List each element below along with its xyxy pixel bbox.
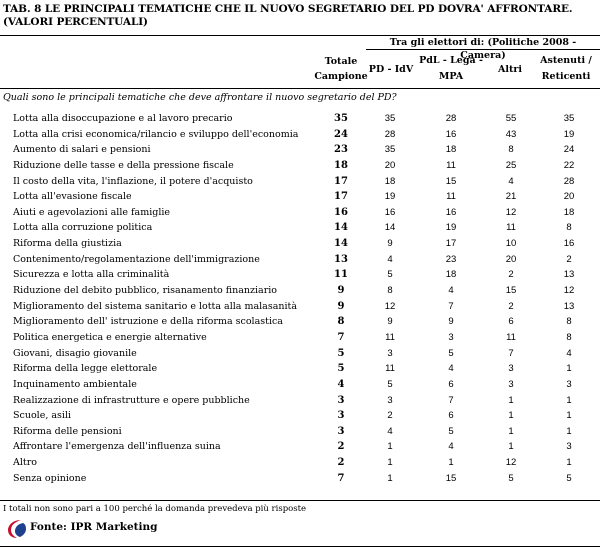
- row-value: 35: [563, 113, 575, 124]
- row-value: 3: [387, 347, 393, 359]
- row-label: Contenimento/regolamentazione dell'immigrazione: [13, 253, 260, 265]
- table-row: [0, 361, 600, 377]
- table-row: [0, 283, 600, 299]
- row-label: Lotta alla corruzione politica: [13, 222, 153, 234]
- column-header-line2: Reticenti: [541, 71, 591, 82]
- row-value: 2: [566, 253, 572, 265]
- row-value: 12: [505, 206, 517, 218]
- column-header-total-line2: Campione: [314, 71, 368, 82]
- row-value: 4: [448, 363, 454, 375]
- row-total: 9: [337, 300, 345, 312]
- row-value: 13: [563, 269, 575, 281]
- row-total: 14: [334, 238, 348, 250]
- row-value: 1: [566, 363, 572, 375]
- row-value: 3: [566, 441, 572, 453]
- row-label: Altro: [13, 457, 37, 469]
- row-value: 24: [563, 144, 575, 156]
- column-header-line2: MPA: [438, 71, 464, 82]
- row-value: 1: [566, 394, 572, 406]
- ipr-marketing-logo-icon: [7, 518, 27, 540]
- row-value: 1: [566, 410, 572, 422]
- column-header-line1: Astenuti /: [540, 55, 592, 66]
- row-value: 18: [445, 269, 457, 281]
- row-value: 12: [505, 457, 517, 469]
- row-total: 3: [337, 425, 345, 437]
- row-value: 14: [384, 222, 396, 234]
- table-row: [0, 424, 600, 440]
- row-label: Il costo della vita, l'inflazione, il potere d'acquisto: [13, 175, 253, 187]
- row-value: 4: [387, 253, 393, 265]
- row-value: 12: [563, 285, 575, 297]
- header-rule: [0, 88, 600, 89]
- row-total: 7: [337, 331, 345, 343]
- row-value: 2: [508, 300, 514, 312]
- table-row: [0, 314, 600, 330]
- row-value: 1: [566, 425, 572, 437]
- table-row: [0, 127, 600, 143]
- column-header-altri: [484, 62, 536, 77]
- row-value: 18: [563, 206, 575, 218]
- row-value: 13: [563, 300, 575, 312]
- row-value: 4: [448, 441, 454, 453]
- row-value: 9: [387, 238, 393, 250]
- row-value: 15: [445, 472, 457, 484]
- row-label: Aumento di salari e pensioni: [13, 144, 151, 156]
- row-label: Scuole, asili: [13, 410, 72, 422]
- row-value: 4: [387, 425, 393, 437]
- row-total: 16: [334, 206, 348, 218]
- row-total: 23: [334, 144, 348, 156]
- row-label: Riduzione del debito pubblico, risanamento finanziario: [13, 285, 278, 297]
- row-value: 9: [448, 316, 454, 328]
- row-value: 35: [384, 144, 396, 156]
- row-value: 8: [387, 285, 393, 297]
- row-value: 19: [384, 191, 396, 203]
- table-row: [0, 408, 600, 424]
- voter-group-header: Tra gli elettori di: (Politiche 2008 - Camera): [389, 37, 577, 61]
- row-value: 21: [505, 191, 517, 203]
- row-value: 23: [445, 253, 457, 265]
- row-value: 1: [508, 394, 514, 406]
- row-label: Sicurezza e lotta alla criminalità: [13, 269, 170, 281]
- table-note: I totali non sono pari a 100 perché la domanda prevedeva più risposte: [3, 504, 307, 514]
- table-row: [0, 111, 600, 127]
- row-label: Riforma della giustizia: [13, 238, 122, 250]
- row-label: Giovani, disagio giovanile: [13, 347, 137, 359]
- row-label: Miglioramento del sistema sanitario e lotta alla malasanità: [13, 300, 298, 312]
- row-label: Lotta alla disoccupazione e al lavoro precario: [13, 113, 233, 124]
- row-total: 2: [337, 441, 345, 453]
- final-rule: [0, 546, 600, 547]
- row-value: 19: [445, 222, 457, 234]
- row-total: 5: [337, 363, 345, 375]
- table-row: [0, 174, 600, 190]
- table-row: [0, 236, 600, 252]
- table-row: [0, 189, 600, 205]
- column-header-line1: PdL - Lega -: [419, 55, 483, 66]
- row-value: 7: [448, 394, 454, 406]
- table-row: [0, 252, 600, 268]
- row-value: 12: [384, 300, 396, 312]
- table-row: [0, 346, 600, 362]
- column-header-pd-idv: [360, 62, 422, 77]
- table-row: [0, 439, 600, 455]
- row-value: 5: [387, 269, 393, 281]
- row-total: 8: [337, 316, 345, 328]
- table-body: [0, 111, 600, 486]
- row-value: 3: [387, 394, 393, 406]
- row-label: Lotta all'evasione fiscale: [13, 191, 132, 203]
- row-value: 35: [384, 113, 396, 124]
- row-value: 4: [448, 285, 454, 297]
- row-value: 2: [387, 410, 393, 422]
- bottom-rule: [0, 500, 600, 501]
- row-value: 8: [566, 331, 572, 343]
- table-row: [0, 330, 600, 346]
- row-value: 15: [505, 285, 517, 297]
- row-total: 13: [334, 253, 348, 265]
- row-value: 6: [448, 410, 454, 422]
- row-total: 11: [334, 269, 348, 281]
- row-value: 22: [563, 159, 575, 171]
- table-title-line2: (VALORI PERCENTUALI): [3, 16, 148, 28]
- table-row: [0, 220, 600, 236]
- row-value: 1: [508, 425, 514, 437]
- row-value: 1: [508, 410, 514, 422]
- row-value: 11: [506, 222, 516, 234]
- row-value: 5: [448, 347, 454, 359]
- row-label: Politica energetica e energie alternative: [13, 331, 207, 343]
- row-value: 18: [445, 144, 457, 156]
- table-row: [0, 142, 600, 158]
- table-row: [0, 393, 600, 409]
- row-value: 1: [387, 472, 393, 484]
- row-value: 2: [508, 269, 514, 281]
- row-total: 2: [337, 457, 345, 469]
- row-value: 4: [508, 175, 514, 187]
- row-total: 18: [334, 159, 348, 171]
- row-value: 11: [385, 363, 395, 375]
- row-value: 20: [563, 191, 575, 203]
- row-value: 16: [445, 128, 457, 140]
- table-title: [3, 3, 597, 29]
- row-label: Inquinamento ambientale: [13, 378, 137, 390]
- row-value: 1: [387, 441, 393, 453]
- row-value: 11: [446, 159, 456, 171]
- row-total: 14: [334, 222, 348, 234]
- row-total: 35: [334, 113, 348, 124]
- row-label: Senza opinione: [13, 472, 87, 484]
- row-total: 17: [334, 175, 348, 187]
- row-value: 28: [445, 113, 457, 124]
- table-row: [0, 267, 600, 283]
- row-label: Affrontare l'emergenza dell'influenza suina: [13, 441, 221, 453]
- row-value: 7: [508, 347, 514, 359]
- row-value: 6: [448, 378, 454, 390]
- survey-question: Quali sono le principali tematiche che deve affrontare il nuovo segretario del PD?: [3, 92, 397, 103]
- row-value: 8: [566, 222, 572, 234]
- row-value: 16: [563, 238, 575, 250]
- table-row: [0, 377, 600, 393]
- row-value: 19: [563, 128, 575, 140]
- row-label: Riduzione delle tasse e della pressione fiscale: [13, 159, 234, 171]
- row-value: 9: [387, 316, 393, 328]
- row-value: 43: [505, 128, 517, 140]
- column-header-pdl-lega-mpa: [418, 53, 484, 85]
- row-value: 5: [566, 472, 572, 484]
- row-value: 20: [384, 159, 396, 171]
- row-value: 1: [448, 457, 454, 469]
- row-value: 28: [563, 175, 575, 187]
- table-row: [0, 205, 600, 221]
- table-row: [0, 299, 600, 315]
- row-value: 8: [566, 316, 572, 328]
- column-header-total-line1: Totale: [324, 56, 358, 67]
- row-total: 4: [337, 378, 345, 390]
- row-value: 8: [508, 144, 514, 156]
- row-value: 6: [508, 316, 514, 328]
- row-value: 11: [385, 331, 395, 343]
- row-total: 3: [337, 394, 345, 406]
- row-total: 7: [337, 472, 345, 484]
- row-value: 17: [445, 238, 457, 250]
- row-value: 16: [384, 206, 396, 218]
- row-value: 20: [505, 253, 517, 265]
- group-rule: [366, 49, 600, 50]
- table-row: [0, 455, 600, 471]
- row-value: 3: [508, 378, 514, 390]
- row-value: 11: [506, 331, 516, 343]
- row-label: Miglioramento dell' istruzione e della riforma scolastica: [13, 316, 283, 328]
- row-value: 16: [445, 206, 457, 218]
- row-label: Realizzazione di infrastrutture e opere pubbliche: [13, 394, 250, 406]
- row-value: 11: [446, 191, 456, 203]
- row-value: 3: [566, 378, 572, 390]
- row-value: 3: [448, 331, 454, 343]
- column-header-astenuti-reticenti: [532, 53, 600, 85]
- source-credit: Fonte: IPR Marketing: [30, 521, 158, 533]
- row-value: 5: [387, 378, 393, 390]
- row-value: 3: [508, 363, 514, 375]
- row-value: 1: [566, 457, 572, 469]
- row-value: 5: [508, 472, 514, 484]
- row-total: 3: [337, 410, 345, 422]
- row-value: 10: [505, 238, 517, 250]
- row-value: 7: [448, 300, 454, 312]
- table-title-line1: TAB. 8 LE PRINCIPALI TEMATICHE CHE IL NUOVO SEGRETARIO DEL PD DOVRA' AFFRONTARE.: [3, 3, 573, 15]
- row-value: 15: [445, 175, 457, 187]
- row-value: 18: [384, 175, 396, 187]
- row-value: 1: [387, 457, 393, 469]
- row-label: Lotta alla crisi economica/rilancio e sviluppo dell'economia: [13, 128, 299, 140]
- row-value: 55: [505, 113, 517, 124]
- row-label: Riforma della legge elettorale: [13, 363, 158, 375]
- row-label: Aiuti e agevolazioni alle famiglie: [13, 206, 171, 218]
- row-total: 24: [334, 128, 348, 140]
- row-value: 4: [566, 347, 572, 359]
- row-value: 28: [384, 128, 396, 140]
- row-value: 25: [505, 159, 517, 171]
- row-total: 5: [337, 347, 345, 359]
- row-value: 5: [448, 425, 454, 437]
- row-total: 9: [337, 285, 345, 297]
- table-row: [0, 158, 600, 174]
- column-header-line1: Altri: [498, 64, 522, 75]
- table-row: [0, 471, 600, 487]
- row-total: 17: [334, 191, 348, 203]
- row-label: Riforma delle pensioni: [13, 425, 122, 437]
- column-header-line1: PD - IdV: [368, 64, 414, 75]
- row-value: 1: [508, 441, 514, 453]
